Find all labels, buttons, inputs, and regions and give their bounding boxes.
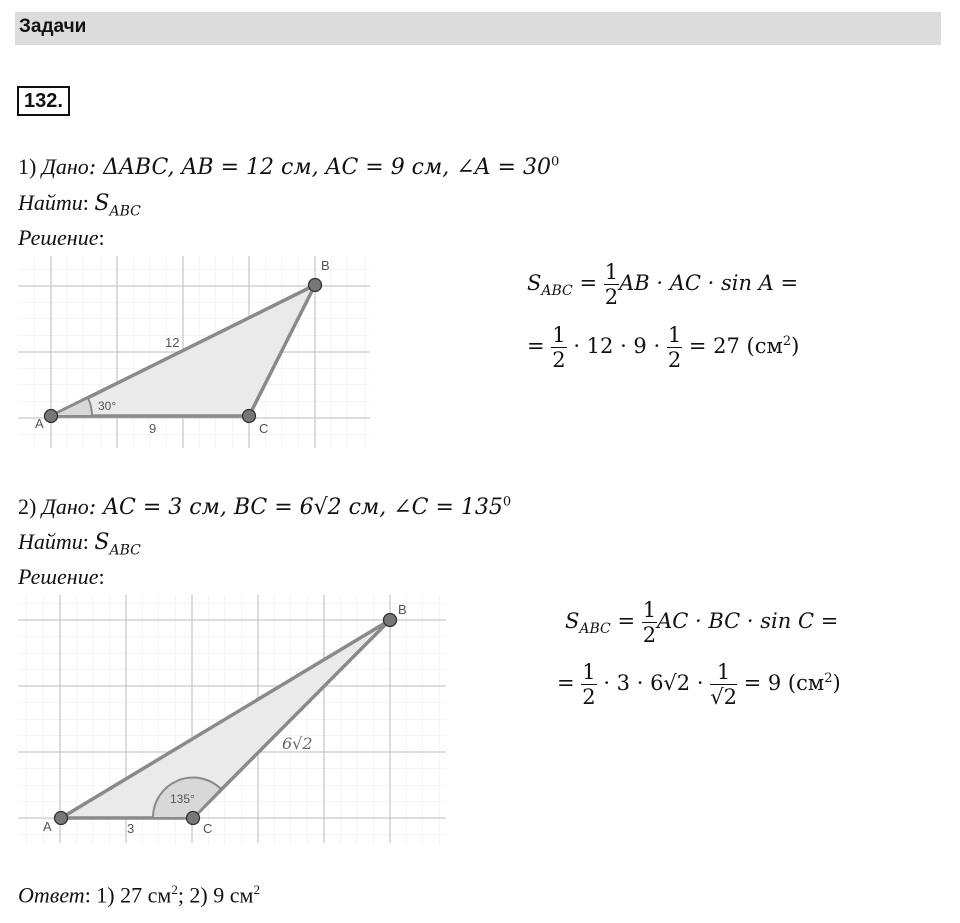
vertex-label-a: A xyxy=(43,819,52,834)
given-line-2: 2) Дано: AC = 3 см, BC = 6√2 см, ∠C = $135^0$ xyxy=(18,494,512,520)
solution-label-1: Решение: xyxy=(18,225,105,250)
side-label-ac: 3 xyxy=(127,821,135,836)
formula-1-line-1: $S_{ABC}$ = $\frac{1}{2}$ AB · AC · sin A = xyxy=(527,260,799,309)
find-line-1: Найти: $S_{ABC}$ xyxy=(18,190,141,220)
side-label-ab: 12 xyxy=(165,335,180,350)
find-line-2: Найти: $S_{ABC}$ xyxy=(18,529,141,559)
formula-2-line-2: = $\frac{1}{2}$ · 3 · 6√2 · $\frac{1}{√2}$ = 9 $(см^2)$ xyxy=(557,660,841,709)
vertex-label-b: B xyxy=(398,602,407,617)
formula-1-line-2: = $\frac{1}{2}$ · 12 · 9 · $\frac{1}{2}$ = 27 $(см^2)$ xyxy=(527,323,800,372)
angle-label: 135° xyxy=(170,792,195,806)
side-label-bc: 6√2 xyxy=(282,734,313,753)
vertex-label-b: B xyxy=(321,258,330,273)
answer-line: Ответ: 1) 27 $см^2$; 2) 9 $см^2$ xyxy=(18,882,260,908)
vertex-label-a: A xyxy=(35,416,44,431)
solution-label-2: Решение: xyxy=(18,564,105,589)
angle-label: 30° xyxy=(98,399,117,413)
vertex-label-c: C xyxy=(203,821,213,836)
section-title: Задачи xyxy=(19,16,87,37)
given-line-1: 1) Дано: ΔABC, AB = 12 см, AC = 9 см, ∠A = $30^0$ xyxy=(18,154,560,180)
vertex-label-c: C xyxy=(259,421,269,436)
triangle-figure-1 xyxy=(18,256,370,448)
side-label-ac: 9 xyxy=(149,421,157,436)
triangle-figure-2 xyxy=(18,595,446,843)
section-header xyxy=(15,12,941,45)
problem-number: 132. xyxy=(17,86,70,116)
formula-2-line-1: $S_{ABC}$ = $\frac{1}{2}$ AC · BC · sin C = xyxy=(565,598,839,647)
